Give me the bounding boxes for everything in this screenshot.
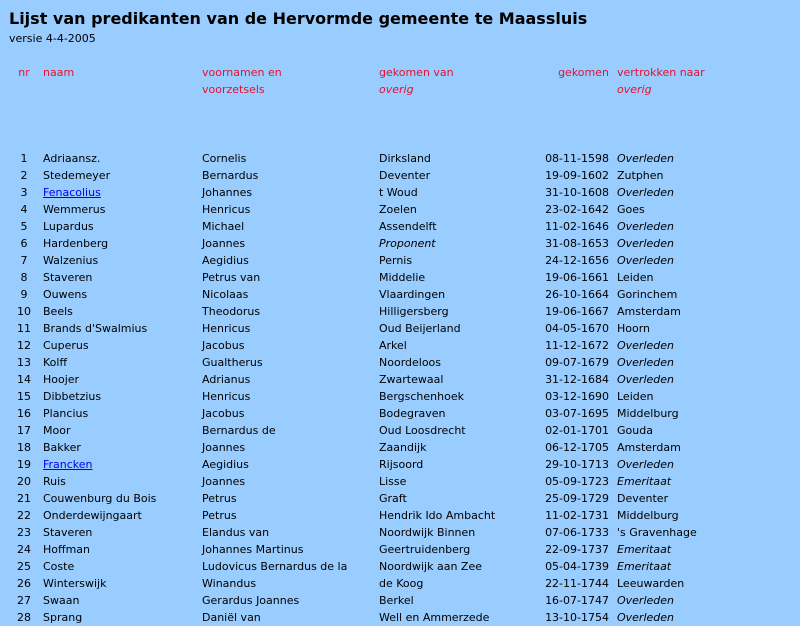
cell-nr: 3 (20, 186, 28, 199)
table-row (7, 371, 769, 388)
cell-naam: Beels (43, 305, 73, 318)
cell-nr: 16 (17, 407, 31, 420)
cell-voornamen: Joannes (202, 237, 246, 250)
cell-naam: Dibbetzius (43, 390, 102, 403)
cell-naam: Walzenius (43, 254, 99, 267)
cell-voornamen: Bernardus (202, 169, 259, 182)
cell-nr: 15 (17, 390, 31, 403)
cell-gekomen: 19-06-1667 (545, 305, 609, 318)
cell-gekomen: 19-09-1602 (545, 169, 609, 182)
cell-gekomen-van: Dirksland (379, 152, 431, 165)
cell-voornamen: Winandus (202, 577, 257, 590)
cell-gekomen-van: Vlaardingen (379, 288, 446, 301)
cell-gekomen-van: Berkel (379, 594, 414, 607)
cell-vertrokken: Amsterdam (617, 441, 681, 454)
table-row (7, 354, 769, 371)
table-row (7, 252, 769, 269)
cell-gekomen-van: Bergschenhoek (379, 390, 464, 403)
cell-vertrokken: Overleden (617, 186, 675, 199)
cell-gekomen-van: Rijsoord (379, 458, 424, 471)
cell-nr: 13 (17, 356, 31, 369)
cell-naam: Adriaansz. (43, 152, 101, 165)
predikant-link[interactable]: Francken (43, 458, 93, 471)
cell-voornamen: Henricus (202, 203, 251, 216)
cell-voornamen: Theodorus (202, 305, 261, 318)
cell-voornamen: Joannes (202, 475, 246, 488)
cell-nr: 12 (17, 339, 31, 352)
cell-gekomen-van: de Koog (379, 577, 424, 590)
cell-vertrokken: Amsterdam (617, 305, 681, 318)
table-row (7, 184, 769, 201)
cell-vertrokken: Leeuwarden (617, 577, 685, 590)
cell-naam: Hoojer (43, 373, 80, 386)
cell-gekomen: 22-09-1737 (545, 543, 609, 556)
cell-vertrokken: Middelburg (617, 407, 679, 420)
cell-gekomen-van: Zaandijk (379, 441, 427, 454)
cell-voornamen: Aegidius (202, 458, 249, 471)
cell-naam: Wemmerus (43, 203, 106, 216)
cell-nr: 4 (20, 203, 28, 216)
cell-gekomen-van: Well en Ammerzede (379, 611, 490, 624)
cell-naam (41, 456, 200, 473)
header-nr: nr (18, 66, 30, 79)
cell-naam: Winterswijk (43, 577, 107, 590)
header-voorzetsels: voorzetsels (202, 83, 265, 96)
cell-gekomen: 04-05-1670 (545, 322, 609, 335)
cell-naam: Bakker (43, 441, 81, 454)
table-row (7, 456, 769, 473)
cell-gekomen-van: Noordwijk aan Zee (379, 560, 482, 573)
cell-gekomen: 24-12-1656 (545, 254, 609, 267)
cell-gekomen: 03-07-1695 (545, 407, 609, 420)
header-row (7, 64, 769, 81)
cell-gekomen: 03-12-1690 (545, 390, 609, 403)
predikanten-table (7, 64, 769, 626)
cell-vertrokken: Overleden (617, 220, 675, 233)
cell-gekomen-van: Assendelft (379, 220, 437, 233)
table-row (7, 439, 769, 456)
cell-naam: Ruis (43, 475, 66, 488)
cell-gekomen-van: Bodegraven (379, 407, 446, 420)
cell-vertrokken: Overleden (617, 594, 675, 607)
header-row-2 (7, 81, 769, 98)
cell-vertrokken: Gorinchem (617, 288, 678, 301)
cell-vertrokken: Overleden (617, 373, 675, 386)
cell-nr: 6 (20, 237, 28, 250)
cell-gekomen-van: Oud Loosdrecht (379, 424, 466, 437)
cell-vertrokken: Zutphen (617, 169, 664, 182)
cell-voornamen: Gualtherus (202, 356, 263, 369)
table-row (7, 337, 769, 354)
cell-nr: 23 (17, 526, 31, 539)
cell-voornamen: Henricus (202, 390, 251, 403)
cell-vertrokken: Overleden (617, 339, 675, 352)
cell-naam: Couwenburg du Bois (43, 492, 157, 505)
cell-vertrokken: Overleden (617, 356, 675, 369)
cell-gekomen: 26-10-1664 (545, 288, 609, 301)
cell-voornamen: Adrianus (202, 373, 251, 386)
cell-gekomen-van: Noordwijk Binnen (379, 526, 476, 539)
cell-gekomen-van: Noordeloos (379, 356, 442, 369)
cell-nr: 27 (17, 594, 31, 607)
cell-naam: Kolff (43, 356, 68, 369)
cell-gekomen-van: Zoelen (379, 203, 417, 216)
cell-naam: Staveren (43, 271, 93, 284)
header-naam: naam (43, 66, 75, 79)
cell-naam: Plancius (43, 407, 89, 420)
table-row (7, 269, 769, 286)
cell-vertrokken: Middelburg (617, 509, 679, 522)
cell-voornamen: Petrus (202, 492, 237, 505)
cell-gekomen-van: Proponent (379, 237, 436, 250)
table-row (7, 609, 769, 626)
cell-gekomen: 22-11-1744 (545, 577, 609, 590)
cell-vertrokken: Emeritaat (617, 475, 672, 488)
cell-gekomen-van: t Woud (379, 186, 418, 199)
cell-nr: 8 (20, 271, 28, 284)
cell-gekomen: 31-08-1653 (545, 237, 609, 250)
cell-nr: 21 (17, 492, 31, 505)
cell-voornamen: Ludovicus Bernardus de la (202, 560, 348, 573)
cell-gekomen: 05-04-1739 (545, 560, 609, 573)
cell-voornamen: Bernardus de (202, 424, 276, 437)
cell-gekomen-van: Oud Beijerland (379, 322, 461, 335)
cell-vertrokken: Goes (617, 203, 645, 216)
cell-gekomen-van: Zwartewaal (379, 373, 444, 386)
cell-gekomen: 08-11-1598 (545, 152, 609, 165)
cell-gekomen: 31-10-1608 (545, 186, 609, 199)
cell-vertrokken: Emeritaat (617, 560, 672, 573)
cell-gekomen-van: Geertruidenberg (379, 543, 471, 556)
cell-voornamen: Cornelis (202, 152, 247, 165)
cell-voornamen: Johannes (202, 186, 253, 199)
cell-gekomen: 29-10-1713 (545, 458, 609, 471)
cell-voornamen: Michael (202, 220, 245, 233)
cell-gekomen: 11-02-1646 (545, 220, 609, 233)
cell-naam: Cuperus (43, 339, 89, 352)
cell-voornamen: Aegidius (202, 254, 249, 267)
table-row (7, 490, 769, 507)
cell-nr: 28 (17, 611, 31, 624)
cell-voornamen: Jacobus (202, 339, 245, 352)
table-row (7, 320, 769, 337)
cell-gekomen-van: Middelie (379, 271, 426, 284)
cell-vertrokken: Gouda (617, 424, 653, 437)
table-row (7, 201, 769, 218)
cell-voornamen: Joannes (202, 441, 246, 454)
header-vertrokken-overig: overig (617, 83, 652, 96)
cell-naam: Swaan (43, 594, 80, 607)
cell-gekomen-van: Lisse (379, 475, 407, 488)
cell-vertrokken: Overleden (617, 458, 675, 471)
cell-voornamen: Petrus van (202, 271, 261, 284)
cell-gekomen: 19-06-1661 (545, 271, 609, 284)
cell-vertrokken: Deventer (617, 492, 669, 505)
table-row (7, 218, 769, 235)
cell-nr: 17 (17, 424, 31, 437)
cell-nr: 1 (20, 152, 28, 165)
cell-gekomen: 23-02-1642 (545, 203, 609, 216)
table-row (7, 575, 769, 592)
cell-gekomen-van: Hendrik Ido Ambacht (379, 509, 496, 522)
table-row (7, 405, 769, 422)
header-gekomen-van-overig: overig (379, 83, 414, 96)
cell-gekomen: 02-01-1701 (545, 424, 609, 437)
cell-gekomen-van: Arkel (379, 339, 407, 352)
table-row (7, 507, 769, 524)
cell-vertrokken: Hoorn (617, 322, 651, 335)
cell-nr: 10 (17, 305, 31, 318)
table-body (7, 150, 769, 626)
cell-voornamen: Elandus van (202, 526, 270, 539)
cell-gekomen: 06-12-1705 (545, 441, 609, 454)
table-row (7, 592, 769, 609)
cell-nr: 11 (17, 322, 31, 335)
header-gekomen-van: gekomen van (379, 66, 454, 79)
predikant-link[interactable]: Fenacolius (43, 186, 101, 199)
table-row (7, 422, 769, 439)
cell-naam: Brands d'Swalmius (43, 322, 148, 335)
table-row (7, 150, 769, 167)
cell-nr: 20 (17, 475, 31, 488)
cell-naam: Stedemeyer (43, 169, 111, 182)
table-row (7, 303, 769, 320)
header-voornamen: voornamen en (202, 66, 282, 79)
cell-nr: 18 (17, 441, 31, 454)
cell-nr: 24 (17, 543, 31, 556)
table-row (7, 286, 769, 303)
version-label: versie 4-4-2005 (9, 32, 96, 45)
cell-vertrokken: Emeritaat (617, 543, 672, 556)
header-gekomen: gekomen (558, 66, 609, 79)
cell-naam: Coste (43, 560, 75, 573)
cell-naam: Lupardus (43, 220, 94, 233)
cell-voornamen: Nicolaas (202, 288, 249, 301)
cell-nr: 19 (17, 458, 31, 471)
cell-voornamen: Petrus (202, 509, 237, 522)
cell-voornamen: Jacobus (202, 407, 245, 420)
cell-naam: Hoffman (43, 543, 91, 556)
cell-vertrokken: Overleden (617, 254, 675, 267)
table-row (7, 167, 769, 184)
header-vertrokken: vertrokken naar (617, 66, 705, 79)
cell-nr: 22 (17, 509, 31, 522)
cell-gekomen: 16-07-1747 (545, 594, 609, 607)
cell-nr: 5 (20, 220, 28, 233)
cell-vertrokken: Overleden (617, 152, 675, 165)
cell-gekomen: 25-09-1729 (545, 492, 609, 505)
cell-voornamen: Daniël van (202, 611, 261, 624)
cell-voornamen: Henricus (202, 322, 251, 335)
cell-gekomen: 09-07-1679 (545, 356, 609, 369)
cell-nr: 2 (20, 169, 28, 182)
cell-gekomen-van: Graft (379, 492, 407, 505)
table-row (7, 473, 769, 490)
cell-nr: 26 (17, 577, 31, 590)
cell-gekomen: 07-06-1733 (545, 526, 609, 539)
cell-nr: 25 (17, 560, 31, 573)
cell-gekomen-van: Deventer (379, 169, 431, 182)
cell-voornamen: Johannes Martinus (202, 543, 304, 556)
table-row (7, 235, 769, 252)
cell-gekomen-van: Pernis (379, 254, 413, 267)
page-title: Lijst van predikanten van de Hervormde gemeente te Maassluis (9, 9, 588, 28)
cell-gekomen: 13-10-1754 (545, 611, 609, 624)
cell-vertrokken: 's Gravenhage (617, 526, 697, 539)
cell-naam: Moor (43, 424, 71, 437)
cell-naam: Sprang (43, 611, 83, 624)
cell-gekomen: 31-12-1684 (545, 373, 609, 386)
cell-nr: 9 (20, 288, 28, 301)
cell-nr: 7 (20, 254, 28, 267)
cell-naam: Staveren (43, 526, 93, 539)
cell-nr: 14 (17, 373, 31, 386)
cell-naam: Hardenberg (43, 237, 109, 250)
cell-gekomen: 11-12-1672 (545, 339, 609, 352)
cell-naam: Ouwens (43, 288, 88, 301)
cell-vertrokken: Overleden (617, 611, 675, 624)
cell-vertrokken: Overleden (617, 237, 675, 250)
cell-naam: Onderdewijngaart (43, 509, 142, 522)
table-row (7, 558, 769, 575)
cell-vertrokken: Leiden (617, 390, 654, 403)
table-row (7, 524, 769, 541)
cell-voornamen: Gerardus Joannes (202, 594, 300, 607)
cell-naam (41, 184, 200, 201)
cell-gekomen: 05-09-1723 (545, 475, 609, 488)
table-row (7, 388, 769, 405)
cell-gekomen: 11-02-1731 (545, 509, 609, 522)
cell-vertrokken: Leiden (617, 271, 654, 284)
table-row (7, 541, 769, 558)
cell-gekomen-van: Hilligersberg (379, 305, 449, 318)
